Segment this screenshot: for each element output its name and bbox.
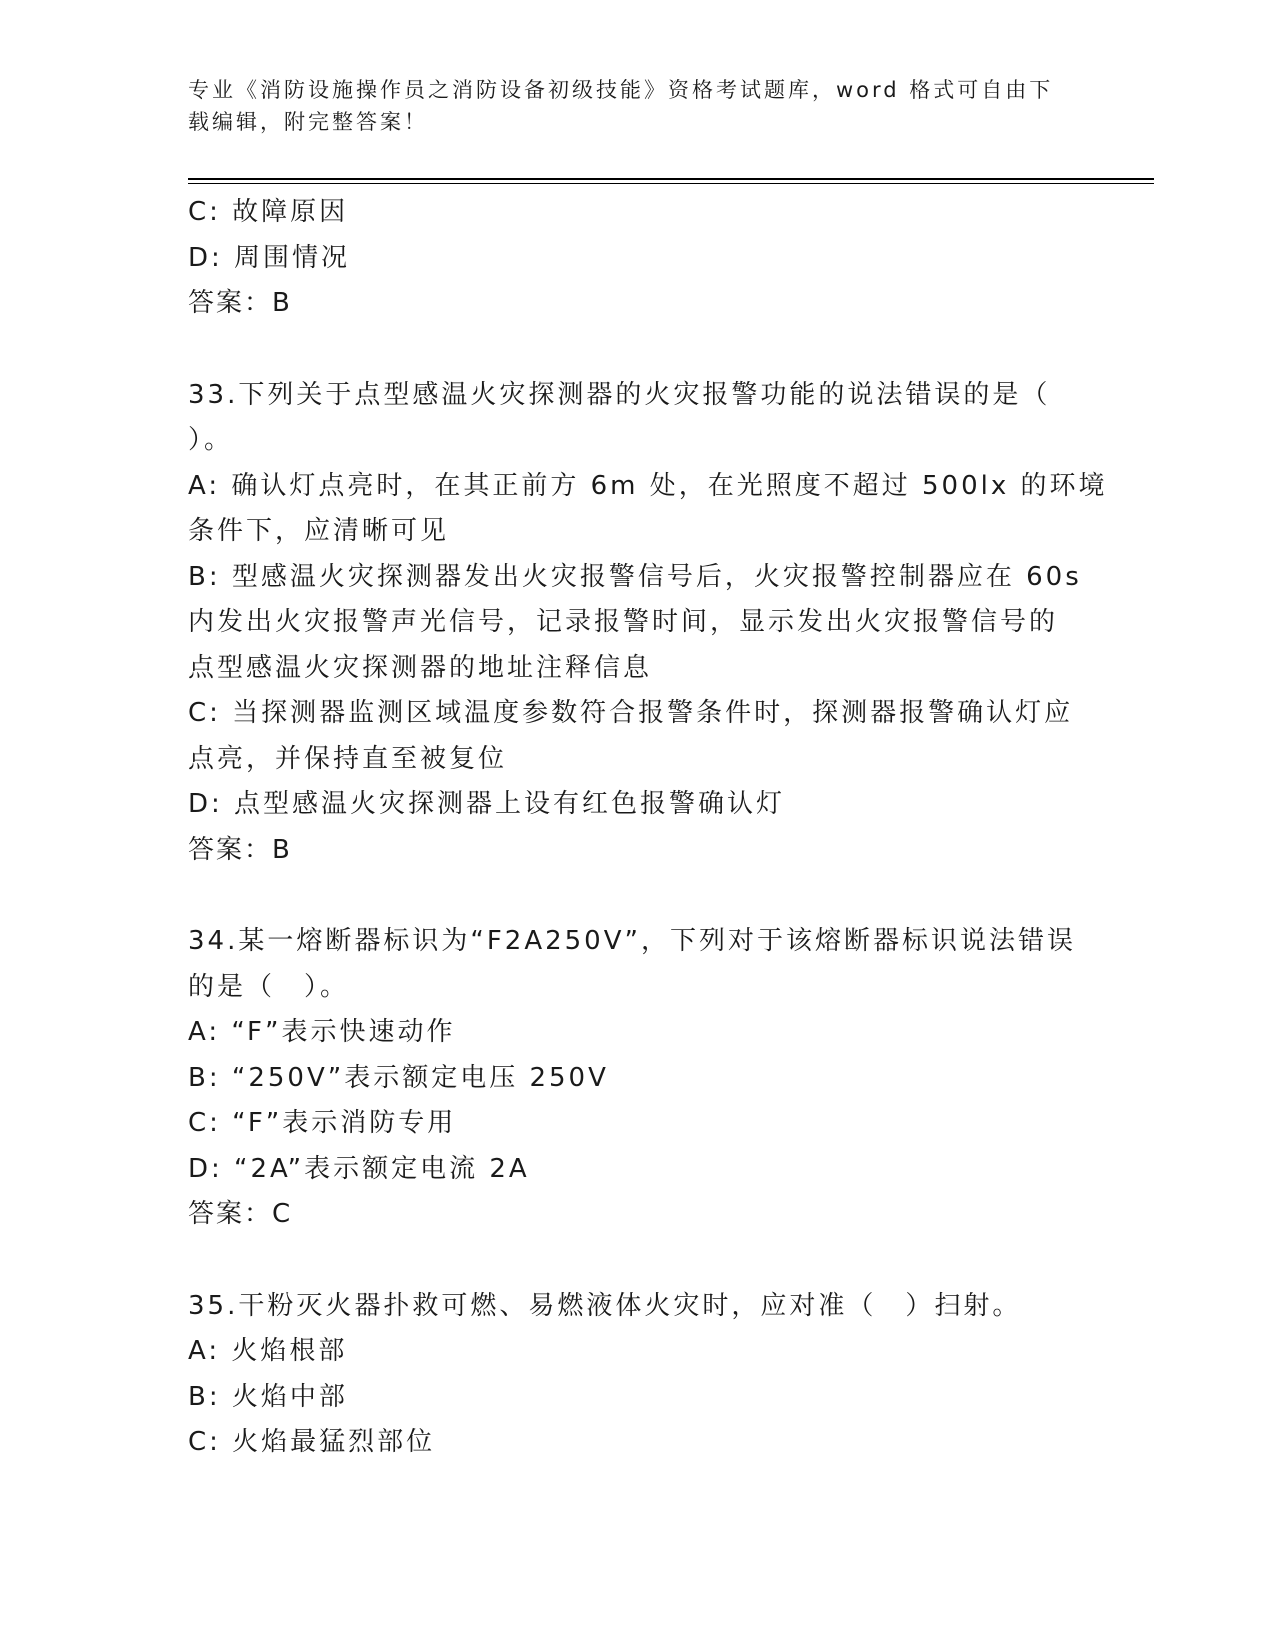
option-c: C: 故障原因: [188, 197, 349, 227]
question-stem-cont: 的是（ ）。: [188, 971, 350, 1002]
header-rule-thin: [188, 183, 1154, 184]
option-a-cont: 条件下，应清晰可见: [188, 516, 450, 546]
option-d: D: 周围情况: [188, 242, 351, 273]
spacer: [188, 1238, 1088, 1284]
question-32-tail: [188, 190, 1088, 327]
option-b: B: 火焰中部: [188, 1381, 348, 1412]
question-33: [188, 373, 1108, 874]
spacer: [188, 873, 1088, 919]
option-a: A: 火焰根部: [188, 1336, 348, 1366]
option-c: C: 当探测器监测区域温度参数符合报警条件时，探测器报警确认灯应: [188, 698, 1074, 728]
option-d: D: 点型感温火灾探测器上设有红色报警确认灯: [188, 789, 786, 819]
option-a: A: 确认灯点亮时，在其正前方 6m 处，在光照度不超过 500lx 的环境: [188, 470, 1108, 501]
option-b-cont-2: 点型感温火灾探测器的地址注释信息: [188, 652, 653, 683]
question-stem: 35.干粉灭火器扑救可燃、易燃液体火灾时，应对准（ ）扫射。: [188, 1290, 1022, 1321]
question-content: [188, 190, 1108, 1466]
option-b: B: “250V”表示额定电压 250V: [188, 1062, 609, 1093]
option-d: D: “2A”表示额定电流 2A: [188, 1153, 530, 1184]
option-a: A: “F”表示快速动作: [188, 1017, 456, 1047]
answer-line: 答案：B: [188, 288, 292, 318]
option-c-cont: 点亮，并保持直至被复位: [188, 743, 508, 774]
document-header: [188, 74, 1068, 138]
option-c: C: 火焰最猛烈部位: [188, 1427, 436, 1457]
answer-line: 答案：C: [188, 1199, 293, 1229]
header-line-1: 专业《消防设施操作员之消防设备初级技能》资格考试题库，word 格式可自由下: [188, 78, 1054, 102]
header-rule-thick: [188, 178, 1154, 180]
option-b-cont: 内发出火灾报警声光信号，记录报警时间，显示发出火灾报警信号的: [188, 607, 1059, 637]
option-b: B: 型感温火灾探测器发出火灾报警信号后，火灾报警控制器应在 60s: [188, 561, 1082, 592]
option-c: C: “F”表示消防专用: [188, 1108, 457, 1138]
question-34: [188, 919, 1088, 1238]
question-stem: 34.某一熔断器标识为“F2A250V”，下列对于该熔断器标识说法错误: [188, 926, 1076, 956]
answer-line: 答案：B: [188, 834, 292, 865]
header-line-2: 载编辑，附完整答案！: [188, 110, 428, 134]
question-35: [188, 1284, 1088, 1466]
question-stem-cont: ）。: [188, 425, 234, 455]
spacer: [188, 327, 1088, 373]
question-stem: 33.下列关于点型感温火灾探测器的火灾报警功能的说法错误的是（: [188, 379, 1051, 410]
